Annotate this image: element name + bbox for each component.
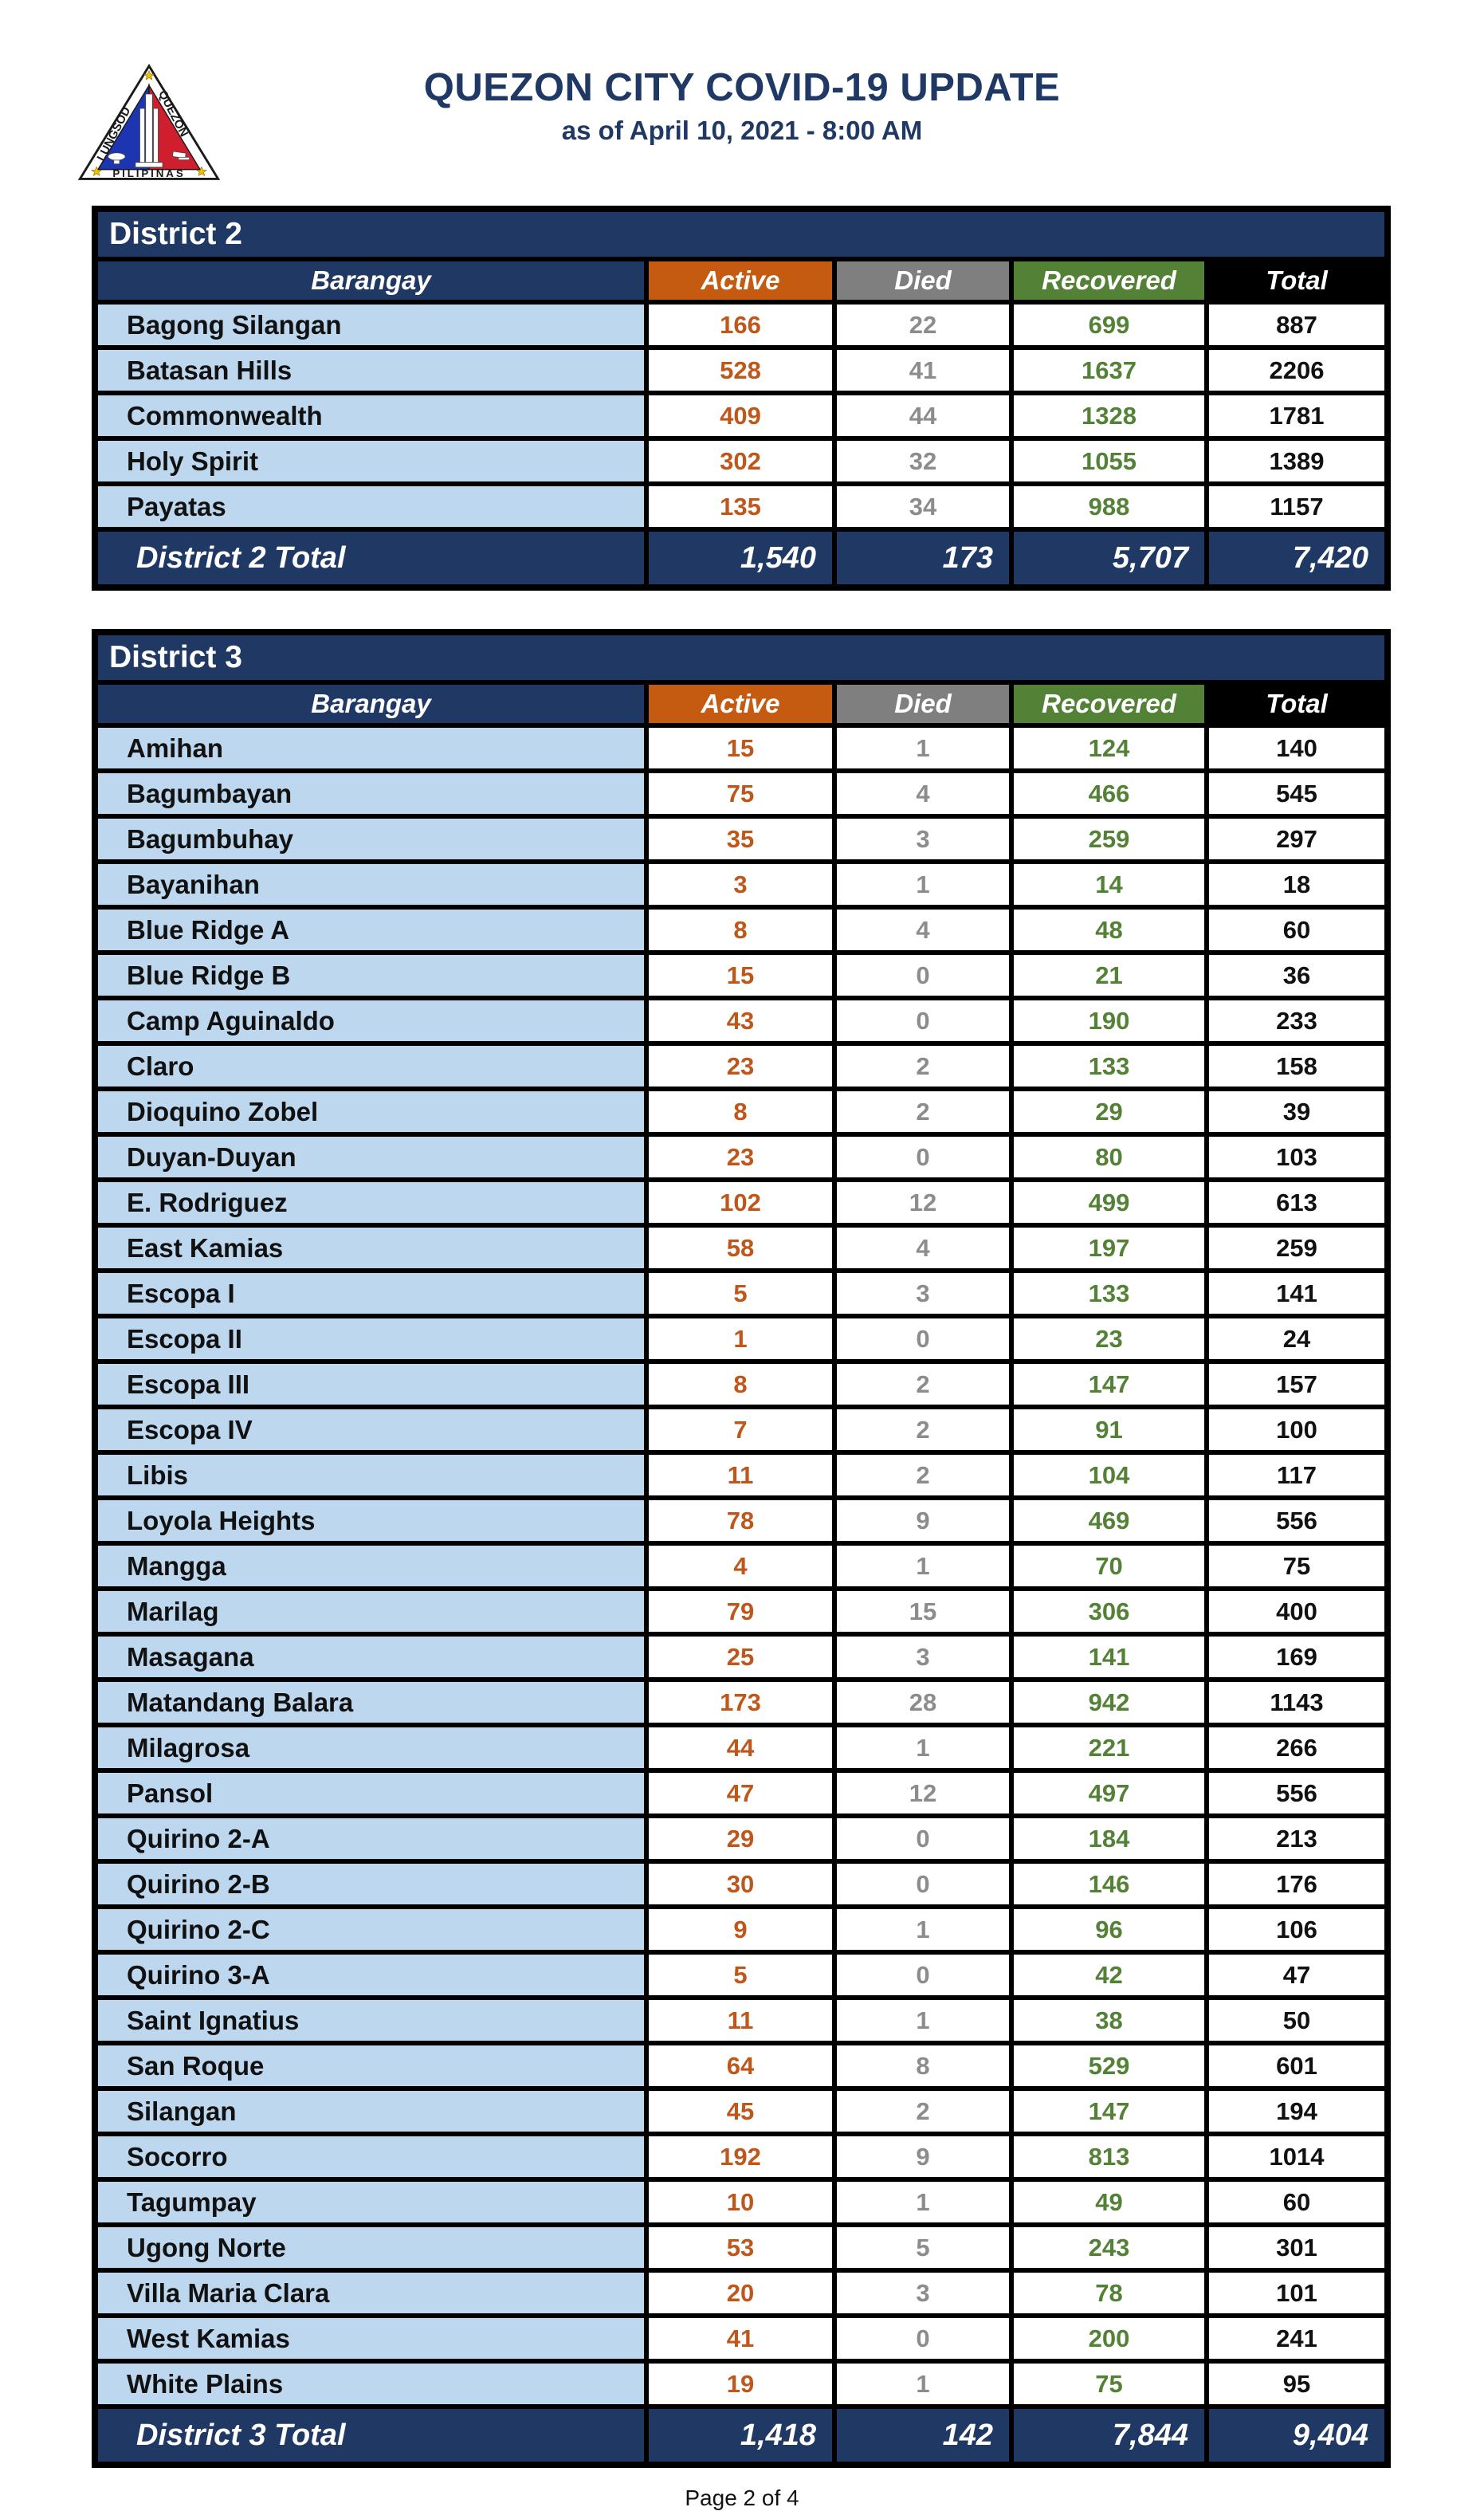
recovered-cell: 184 xyxy=(1011,1816,1207,1861)
barangay-row xyxy=(95,1407,1388,1452)
total-cell: 887 xyxy=(1207,302,1388,348)
barangay-cell: Holy Spirit xyxy=(95,438,646,484)
recovered-cell: 80 xyxy=(1011,1134,1207,1180)
died-cell: 0 xyxy=(834,1134,1011,1180)
recovered-cell: 259 xyxy=(1011,816,1207,862)
died-cell: 4 xyxy=(834,1225,1011,1271)
recovered-cell: 21 xyxy=(1011,953,1207,998)
barangay-row xyxy=(95,2270,1388,2316)
barangay-row xyxy=(95,1134,1388,1180)
recovered-cell: 497 xyxy=(1011,1770,1207,1816)
recovered-cell: 243 xyxy=(1011,2225,1207,2270)
active-cell: 528 xyxy=(646,348,834,393)
barangay-cell: Claro xyxy=(95,1043,646,1089)
died-cell: 1 xyxy=(834,2361,1011,2407)
barangay-cell: Escopa III xyxy=(95,1362,646,1407)
title-block xyxy=(0,67,1484,145)
active-cell: 3 xyxy=(646,862,834,907)
recovered-cell: 29 xyxy=(1011,1089,1207,1134)
died-cell: 12 xyxy=(834,1180,1011,1225)
recovered-cell: 146 xyxy=(1011,1861,1207,1907)
covid-table xyxy=(92,629,1391,2468)
died-cell: 0 xyxy=(834,1816,1011,1861)
barangay-row xyxy=(95,1952,1388,1998)
barangay-row xyxy=(95,2043,1388,2089)
barangay-row xyxy=(95,1180,1388,1225)
barangay-cell: San Roque xyxy=(95,2043,646,2089)
district-3-table xyxy=(92,629,1384,2468)
recovered-cell: 306 xyxy=(1011,1589,1207,1634)
barangay-row xyxy=(95,1543,1388,1589)
total-cell: 106 xyxy=(1207,1907,1388,1952)
barangay-cell: West Kamias xyxy=(95,2316,646,2361)
died-cell: 15 xyxy=(834,1589,1011,1634)
active-cell: 64 xyxy=(646,2043,834,2089)
seal-text-quezon: QUEZON xyxy=(155,88,190,140)
recovered-cell: 78 xyxy=(1011,2270,1207,2316)
barangay-row xyxy=(95,725,1388,771)
page-header xyxy=(0,0,1484,206)
total-cell: 1781 xyxy=(1207,393,1388,438)
died-cell: 2 xyxy=(834,1089,1011,1134)
total-cell: 213 xyxy=(1207,1816,1388,1861)
page-title: QUEZON CITY COVID-19 UPDATE xyxy=(423,66,1061,109)
active-cell: 75 xyxy=(646,771,834,816)
active-cell: 11 xyxy=(646,1452,834,1498)
total-cell: 194 xyxy=(1207,2089,1388,2134)
died-cell: 41 xyxy=(834,348,1011,393)
died-cell: 1 xyxy=(834,1998,1011,2043)
recovered-cell: 942 xyxy=(1011,1680,1207,1725)
recovered-cell: 466 xyxy=(1011,771,1207,816)
barangay-cell: Masagana xyxy=(95,1634,646,1680)
active-cell: 78 xyxy=(646,1498,834,1543)
active-cell: 5 xyxy=(646,1952,834,1998)
barangay-row xyxy=(95,1089,1388,1134)
seal-text-pilipinas: PILIPINAS xyxy=(112,167,186,179)
active-cell: 19 xyxy=(646,2361,834,2407)
died-cell: 32 xyxy=(834,438,1011,484)
total-cell: 100 xyxy=(1207,1407,1388,1452)
active-cell: 5 xyxy=(646,1271,834,1316)
barangay-cell: Camp Aguinaldo xyxy=(95,998,646,1043)
total-cell: 141 xyxy=(1207,1271,1388,1316)
total-cell: 101 xyxy=(1207,2270,1388,2316)
barangay-cell: Ugong Norte xyxy=(95,2225,646,2270)
barangay-row xyxy=(95,1861,1388,1907)
total-cell: 1389 xyxy=(1207,438,1388,484)
recovered-cell: 70 xyxy=(1011,1543,1207,1589)
barangay-row xyxy=(95,2225,1388,2270)
barangay-row xyxy=(95,1452,1388,1498)
died-cell: 12 xyxy=(834,1770,1011,1816)
recovered-cell: 200 xyxy=(1011,2316,1207,2361)
barangay-cell: Escopa II xyxy=(95,1316,646,1362)
column-header-died: Died xyxy=(834,259,1011,302)
recovered-cell: 38 xyxy=(1011,1998,1207,2043)
recovered-cell: 221 xyxy=(1011,1725,1207,1770)
recovered-cell: 529 xyxy=(1011,2043,1207,2089)
barangay-cell: E. Rodriguez xyxy=(95,1180,646,1225)
barangay-cell: White Plains xyxy=(95,2361,646,2407)
barangay-cell: Bayanihan xyxy=(95,862,646,907)
barangay-cell: Escopa I xyxy=(95,1271,646,1316)
active-cell: 58 xyxy=(646,1225,834,1271)
barangay-row xyxy=(95,2134,1388,2179)
barangay-row xyxy=(95,907,1388,953)
active-cell: 1 xyxy=(646,1316,834,1362)
barangay-cell: Bagong Silangan xyxy=(95,302,646,348)
column-header-barangay: Barangay xyxy=(95,259,646,302)
died-cell: 3 xyxy=(834,1634,1011,1680)
district-title: District 2 xyxy=(95,209,1388,259)
active-cell: 7 xyxy=(646,1407,834,1452)
barangay-row xyxy=(95,438,1388,484)
recovered-cell: 75 xyxy=(1011,2361,1207,2407)
recovered-cell: 91 xyxy=(1011,1407,1207,1452)
total-cell: 266 xyxy=(1207,1725,1388,1770)
barangay-cell: Libis xyxy=(95,1452,646,1498)
died-cell: 3 xyxy=(834,2270,1011,2316)
died-cell: 0 xyxy=(834,1952,1011,1998)
died-cell: 5 xyxy=(834,2225,1011,2270)
barangay-cell: Quirino 2-B xyxy=(95,1861,646,1907)
barangay-row xyxy=(95,862,1388,907)
active-cell: 135 xyxy=(646,484,834,529)
total-cell: 117 xyxy=(1207,1452,1388,1498)
recovered-cell: 499 xyxy=(1011,1180,1207,1225)
active-cell: 409 xyxy=(646,393,834,438)
district-total-row xyxy=(95,529,1388,587)
barangay-row xyxy=(95,2179,1388,2225)
active-cell: 43 xyxy=(646,998,834,1043)
column-header-total: Total xyxy=(1207,259,1388,302)
recovered-cell: 190 xyxy=(1011,998,1207,1043)
barangay-row xyxy=(95,1770,1388,1816)
barangay-row xyxy=(95,2316,1388,2361)
barangay-cell: Marilag xyxy=(95,1589,646,1634)
died-cell: 0 xyxy=(834,1861,1011,1907)
total-cell: 60 xyxy=(1207,2179,1388,2225)
barangay-cell: Quirino 2-C xyxy=(95,1907,646,1952)
recovered-cell: 42 xyxy=(1011,1952,1207,1998)
district-total-label: District 3 Total xyxy=(95,2407,646,2465)
barangay-cell: Saint Ignatius xyxy=(95,1998,646,2043)
recovered-cell: 147 xyxy=(1011,2089,1207,2134)
barangay-row xyxy=(95,1589,1388,1634)
total-cell: 50 xyxy=(1207,1998,1388,2043)
barangay-cell: Blue Ridge A xyxy=(95,907,646,953)
active-cell: 35 xyxy=(646,816,834,862)
barangay-cell: Amihan xyxy=(95,725,646,771)
active-cell: 23 xyxy=(646,1043,834,1089)
died-cell: 1 xyxy=(834,725,1011,771)
recovered-cell: 1637 xyxy=(1011,348,1207,393)
barangay-cell: Dioquino Zobel xyxy=(95,1089,646,1134)
district-title: District 3 xyxy=(95,632,1388,682)
total-cell: 1014 xyxy=(1207,2134,1388,2179)
active-cell: 302 xyxy=(646,438,834,484)
total-recovered-cell: 7,844 xyxy=(1011,2407,1207,2465)
total-cell: 613 xyxy=(1207,1180,1388,1225)
total-cell: 259 xyxy=(1207,1225,1388,1271)
died-cell: 0 xyxy=(834,1316,1011,1362)
died-cell: 9 xyxy=(834,1498,1011,1543)
total-cell: 47 xyxy=(1207,1952,1388,1998)
active-cell: 15 xyxy=(646,725,834,771)
died-cell: 0 xyxy=(834,998,1011,1043)
active-cell: 47 xyxy=(646,1770,834,1816)
recovered-cell: 14 xyxy=(1011,862,1207,907)
active-cell: 79 xyxy=(646,1589,834,1634)
total-active-cell: 1,418 xyxy=(646,2407,834,2465)
active-cell: 20 xyxy=(646,2270,834,2316)
barangay-cell: Payatas xyxy=(95,484,646,529)
barangay-row xyxy=(95,393,1388,438)
died-cell: 4 xyxy=(834,771,1011,816)
total-cell: 601 xyxy=(1207,2043,1388,2089)
barangay-cell: Silangan xyxy=(95,2089,646,2134)
died-cell: 4 xyxy=(834,907,1011,953)
total-cell: 1157 xyxy=(1207,484,1388,529)
total-cell: 157 xyxy=(1207,1362,1388,1407)
recovered-cell: 699 xyxy=(1011,302,1207,348)
column-header-active: Active xyxy=(646,259,834,302)
barangay-row xyxy=(95,1316,1388,1362)
total-cell: 556 xyxy=(1207,1770,1388,1816)
barangay-row xyxy=(95,816,1388,862)
active-cell: 25 xyxy=(646,1634,834,1680)
barangay-row xyxy=(95,1043,1388,1089)
recovered-cell: 49 xyxy=(1011,2179,1207,2225)
total-cell: 297 xyxy=(1207,816,1388,862)
column-header-died: Died xyxy=(834,682,1011,725)
barangay-row xyxy=(95,348,1388,393)
barangay-row xyxy=(95,302,1388,348)
total-cell: 158 xyxy=(1207,1043,1388,1089)
total-died-cell: 142 xyxy=(834,2407,1011,2465)
active-cell: 8 xyxy=(646,907,834,953)
seal-text-lungsod: LUNGSOD xyxy=(95,104,134,163)
active-cell: 30 xyxy=(646,1861,834,1907)
died-cell: 2 xyxy=(834,1362,1011,1407)
active-cell: 9 xyxy=(646,1907,834,1952)
barangay-row xyxy=(95,771,1388,816)
active-cell: 8 xyxy=(646,1089,834,1134)
barangay-cell: Batasan Hills xyxy=(95,348,646,393)
barangay-cell: Loyola Heights xyxy=(95,1498,646,1543)
active-cell: 173 xyxy=(646,1680,834,1725)
barangay-cell: Commonwealth xyxy=(95,393,646,438)
died-cell: 1 xyxy=(834,1907,1011,1952)
total-cell: 24 xyxy=(1207,1316,1388,1362)
total-cell: 176 xyxy=(1207,1861,1388,1907)
barangay-cell: Matandang Balara xyxy=(95,1680,646,1725)
active-cell: 23 xyxy=(646,1134,834,1180)
died-cell: 1 xyxy=(834,2179,1011,2225)
recovered-cell: 133 xyxy=(1011,1043,1207,1089)
died-cell: 3 xyxy=(834,816,1011,862)
recovered-cell: 469 xyxy=(1011,1498,1207,1543)
died-cell: 22 xyxy=(834,302,1011,348)
total-cell: 75 xyxy=(1207,1543,1388,1589)
barangay-cell: Duyan-Duyan xyxy=(95,1134,646,1180)
barangay-cell: East Kamias xyxy=(95,1225,646,1271)
total-cell: 60 xyxy=(1207,907,1388,953)
active-cell: 102 xyxy=(646,1180,834,1225)
barangay-row xyxy=(95,1498,1388,1543)
barangay-row xyxy=(95,1816,1388,1861)
total-cell: 241 xyxy=(1207,2316,1388,2361)
active-cell: 11 xyxy=(646,1998,834,2043)
active-cell: 192 xyxy=(646,2134,834,2179)
died-cell: 44 xyxy=(834,393,1011,438)
total-cell: 36 xyxy=(1207,953,1388,998)
barangay-cell: Bagumbayan xyxy=(95,771,646,816)
active-cell: 53 xyxy=(646,2225,834,2270)
total-cell: 1143 xyxy=(1207,1680,1388,1725)
died-cell: 2 xyxy=(834,1407,1011,1452)
district-total-label: District 2 Total xyxy=(95,529,646,587)
active-cell: 4 xyxy=(646,1543,834,1589)
barangay-row xyxy=(95,1907,1388,1952)
column-header-total: Total xyxy=(1207,682,1388,725)
recovered-cell: 48 xyxy=(1011,907,1207,953)
column-header-recovered: Recovered xyxy=(1011,259,1207,302)
died-cell: 1 xyxy=(834,1725,1011,1770)
total-cell: 545 xyxy=(1207,771,1388,816)
died-cell: 9 xyxy=(834,2134,1011,2179)
barangay-cell: Bagumbuhay xyxy=(95,816,646,862)
total-cell: 103 xyxy=(1207,1134,1388,1180)
recovered-cell: 23 xyxy=(1011,1316,1207,1362)
recovered-cell: 141 xyxy=(1011,1634,1207,1680)
barangay-cell: Socorro xyxy=(95,2134,646,2179)
barangay-row xyxy=(95,2361,1388,2407)
district-total-row xyxy=(95,2407,1388,2465)
active-cell: 10 xyxy=(646,2179,834,2225)
total-cell: 301 xyxy=(1207,2225,1388,2270)
recovered-cell: 813 xyxy=(1011,2134,1207,2179)
active-cell: 41 xyxy=(646,2316,834,2361)
barangay-cell: Quirino 3-A xyxy=(95,1952,646,1998)
active-cell: 45 xyxy=(646,2089,834,2134)
barangay-cell: Mangga xyxy=(95,1543,646,1589)
total-cell: 233 xyxy=(1207,998,1388,1043)
total-cell: 39 xyxy=(1207,1089,1388,1134)
column-header-barangay: Barangay xyxy=(95,682,646,725)
barangay-row xyxy=(95,1680,1388,1725)
column-header-active: Active xyxy=(646,682,834,725)
died-cell: 3 xyxy=(834,1271,1011,1316)
died-cell: 0 xyxy=(834,953,1011,998)
barangay-row xyxy=(95,2089,1388,2134)
recovered-cell: 96 xyxy=(1011,1907,1207,1952)
total-died-cell: 173 xyxy=(834,529,1011,587)
barangay-cell: Blue Ridge B xyxy=(95,953,646,998)
active-cell: 166 xyxy=(646,302,834,348)
page-subtitle: as of April 10, 2021 - 8:00 AM xyxy=(561,115,923,145)
died-cell: 2 xyxy=(834,1043,1011,1089)
total-cell: 18 xyxy=(1207,862,1388,907)
total-recovered-cell: 5,707 xyxy=(1011,529,1207,587)
died-cell: 8 xyxy=(834,2043,1011,2089)
barangay-cell: Escopa IV xyxy=(95,1407,646,1452)
died-cell: 28 xyxy=(834,1680,1011,1725)
column-header-recovered: Recovered xyxy=(1011,682,1207,725)
active-cell: 44 xyxy=(646,1725,834,1770)
barangay-row xyxy=(95,1634,1388,1680)
total-total-cell: 9,404 xyxy=(1207,2407,1388,2465)
barangay-cell: Tagumpay xyxy=(95,2179,646,2225)
active-cell: 15 xyxy=(646,953,834,998)
died-cell: 1 xyxy=(834,1543,1011,1589)
died-cell: 2 xyxy=(834,2089,1011,2134)
total-cell: 2206 xyxy=(1207,348,1388,393)
barangay-row xyxy=(95,484,1388,529)
recovered-cell: 124 xyxy=(1011,725,1207,771)
barangay-cell: Quirino 2-A xyxy=(95,1816,646,1861)
total-total-cell: 7,420 xyxy=(1207,529,1388,587)
barangay-row xyxy=(95,1362,1388,1407)
recovered-cell: 1055 xyxy=(1011,438,1207,484)
page-number: Page 2 of 4 xyxy=(685,2485,799,2510)
barangay-row xyxy=(95,1725,1388,1770)
active-cell: 29 xyxy=(646,1816,834,1861)
recovered-cell: 147 xyxy=(1011,1362,1207,1407)
barangay-row xyxy=(95,1225,1388,1271)
barangay-row xyxy=(95,998,1388,1043)
covid-table xyxy=(92,206,1391,591)
barangay-cell: Pansol xyxy=(95,1770,646,1816)
total-cell: 400 xyxy=(1207,1589,1388,1634)
died-cell: 0 xyxy=(834,2316,1011,2361)
total-active-cell: 1,540 xyxy=(646,529,834,587)
district-2-table xyxy=(92,206,1384,591)
died-cell: 34 xyxy=(834,484,1011,529)
recovered-cell: 197 xyxy=(1011,1225,1207,1271)
barangay-row xyxy=(95,1998,1388,2043)
recovered-cell: 104 xyxy=(1011,1452,1207,1498)
total-cell: 556 xyxy=(1207,1498,1388,1543)
recovered-cell: 133 xyxy=(1011,1271,1207,1316)
barangay-cell: Villa Maria Clara xyxy=(95,2270,646,2316)
barangay-row xyxy=(95,1271,1388,1316)
recovered-cell: 988 xyxy=(1011,484,1207,529)
died-cell: 2 xyxy=(834,1452,1011,1498)
total-cell: 95 xyxy=(1207,2361,1388,2407)
total-cell: 169 xyxy=(1207,1634,1388,1680)
died-cell: 1 xyxy=(834,862,1011,907)
total-cell: 140 xyxy=(1207,725,1388,771)
barangay-cell: Milagrosa xyxy=(95,1725,646,1770)
active-cell: 8 xyxy=(646,1362,834,1407)
recovered-cell: 1328 xyxy=(1011,393,1207,438)
barangay-row xyxy=(95,953,1388,998)
